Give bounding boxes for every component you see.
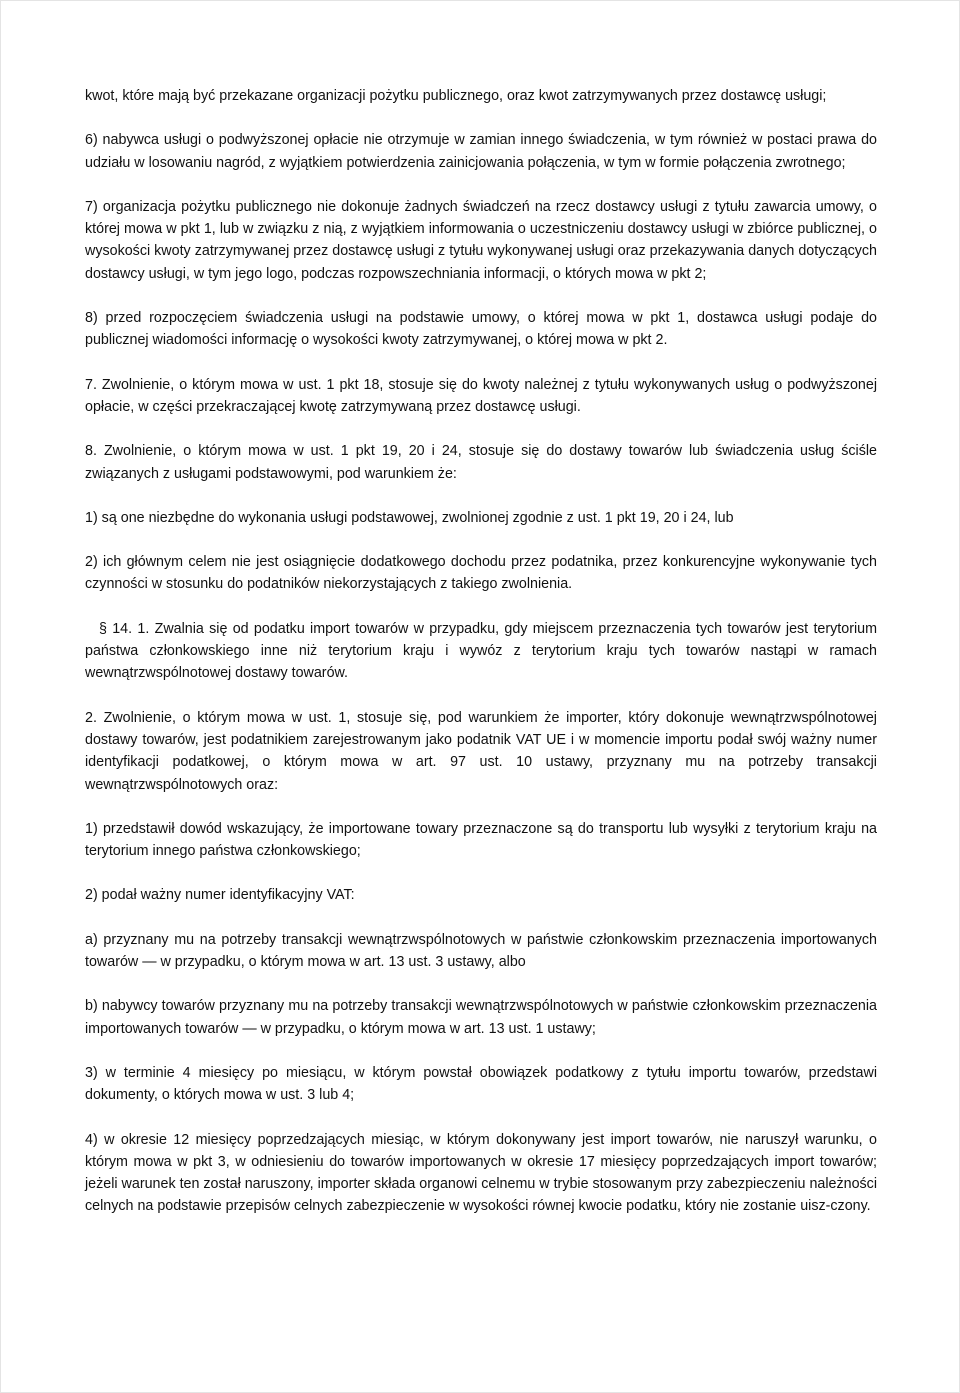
paragraph-ust-2-point-1: 1) przedstawił dowód wskazujący, że importowane towary przeznaczone są do transportu lub wysyłki z terytorium kraju na terytorium innego państwa członkowskiego;: [85, 820, 877, 860]
paragraph-section-14: § 14. 1. Zwalnia się od podatku import towarów w przypadku, gdy miejscem przeznaczenia tych towarów jest terytorium państwa członkowskiego inne niż terytorium kraju i wywóz z terytorium kraju tych towarów nastąpi w ramach wewnątrzwspólnotowej dostawy towarów.: [85, 620, 877, 682]
paragraph-ust-8: 8. Zwolnienie, o którym mowa w ust. 1 pkt 19, 20 i 24, stosuje się do dostawy towarów lub świadczenia usług ściśle związanych z usługami podstawowymi, pod warunkiem że:: [85, 443, 877, 482]
paragraph-ust-8-point-2: 2) ich głównym celem nie jest osiągnięcie dodatkowego dochodu przez podatnika, przez konkurencyjne wykonywanie tych czynności w stosunku do podatników niekorzystających z takiego zwolnienia.: [85, 554, 877, 593]
paragraph-ust-2-point-3: 3) w terminie 4 miesięcy po miesiącu, w którym powstał obowiązek podatkowy z tytułu importu towarów, przedstawi dokumenty, o których mowa w ust. 3 lub 4;: [85, 1064, 877, 1104]
paragraph-point-7: 7) organizacja pożytku publicznego nie dokonuje żadnych świadczeń na rzecz dostawcy usługi z tytułu zawarcia umowy, o której mowa w pkt 1, lub w związku z nią, z wyjątkiem informowania o uczestniczeniu dostawcy usługi w zbiórce publicznej, o wysokości kwoty zatrzymywanej przez dostawcę usługi z tytułu wykonywanej usługi oraz przekazywania danych dotyczących dostawcy usługi, w tym jego logo, podczas rozpowszechniania informacji, o których mowa w pkt 2;: [85, 198, 877, 282]
paragraph-point-2-letter-b: b) nabywcy towarów przyznany mu na potrzeby transakcji wewnątrzwspólnotowych w państwie członkowskim przeznaczenia importowanych towarów — w przypadku, o którym mowa w art. 13 ust. 1 ustawy;: [85, 998, 877, 1037]
paragraph-point-8: 8) przed rozpoczęciem świadczenia usługi na podstawie umowy, o której mowa w pkt 1, dostawca usługi podaje do publicznej wiadomości informację o wysokości kwoty zatrzymywanej, o której mowa w pkt 2.: [85, 310, 877, 349]
paragraph-point-6: 6) nabywca usługi o podwyższonej opłacie nie otrzymuje w zamian innego świadczenia, w tym również w postaci prawa do udziału w losowaniu nagród, z wyjątkiem potwierdzenia zainicjowania połączenia, w tym w formie połączenia zwrotnego;: [85, 132, 877, 171]
paragraph-ust-2-point-2: 2) podał ważny numer identyfikacyjny VAT:: [85, 887, 355, 904]
paragraph-continuation: kwot, które mają być przekazane organizacji pożytku publicznego, oraz kwot zatrzymywanych przez dostawcę usługi;: [85, 88, 827, 104]
document-body: [85, 85, 877, 1240]
paragraph-ust-8-point-1: 1) są one niezbędne do wykonania usługi podstawowej, zwolnionej zgodnie z ust. 1 pkt 19, 20 i 24, lub: [85, 509, 734, 526]
paragraph-point-2-letter-a: a) przyznany mu na potrzeby transakcji wewnątrzwspólnotowych w państwie członkowskim przeznaczenia importowanych towarów — w przypadku, o którym mowa w art. 13 ust. 3 ustawy, albo: [85, 931, 877, 971]
paragraph-ust-2-point-4: 4) w okresie 12 miesięcy poprzedzających miesiąc, w którym dokonywany jest import towarów, nie naruszył warunku, o którym mowa w pkt 3, w odniesieniu do towarów importowanych w okresie 17 miesięcy poprzedzających import towarów; jeżeli warunek ten został naruszony, importer składa organowi celnemu w trybie stosowanym przy zabezpieczeniu należności celnych na podstawie przepisów celnych zabezpieczenie w wysokości równej kwocie podatku, który nie zostanie uisz-czony.: [85, 1131, 878, 1215]
paragraph-section-14-ust-2: 2. Zwolnienie, o którym mowa w ust. 1, stosuje się, pod warunkiem że importer, który dokonuje wewnątrzwspólnotowej dostawy towarów, jest podatnikiem zarejestrowanym jako podatnik VAT UE i w momencie importu podał swój ważny numer identyfikacji podatkowej, o którym mowa w art. 97 ust. 10 ustawy, przyznany mu na potrzeby transakcji wewnątrzwspólnotowych oraz:: [85, 709, 877, 793]
paragraph-ust-7: 7. Zwolnienie, o którym mowa w ust. 1 pkt 18, stosuje się do kwoty należnej z tytułu wykonywanych usług o podwyższonej opłacie, w części przekraczającej kwotę zatrzymywaną przez dostawcę usługi.: [85, 376, 877, 415]
